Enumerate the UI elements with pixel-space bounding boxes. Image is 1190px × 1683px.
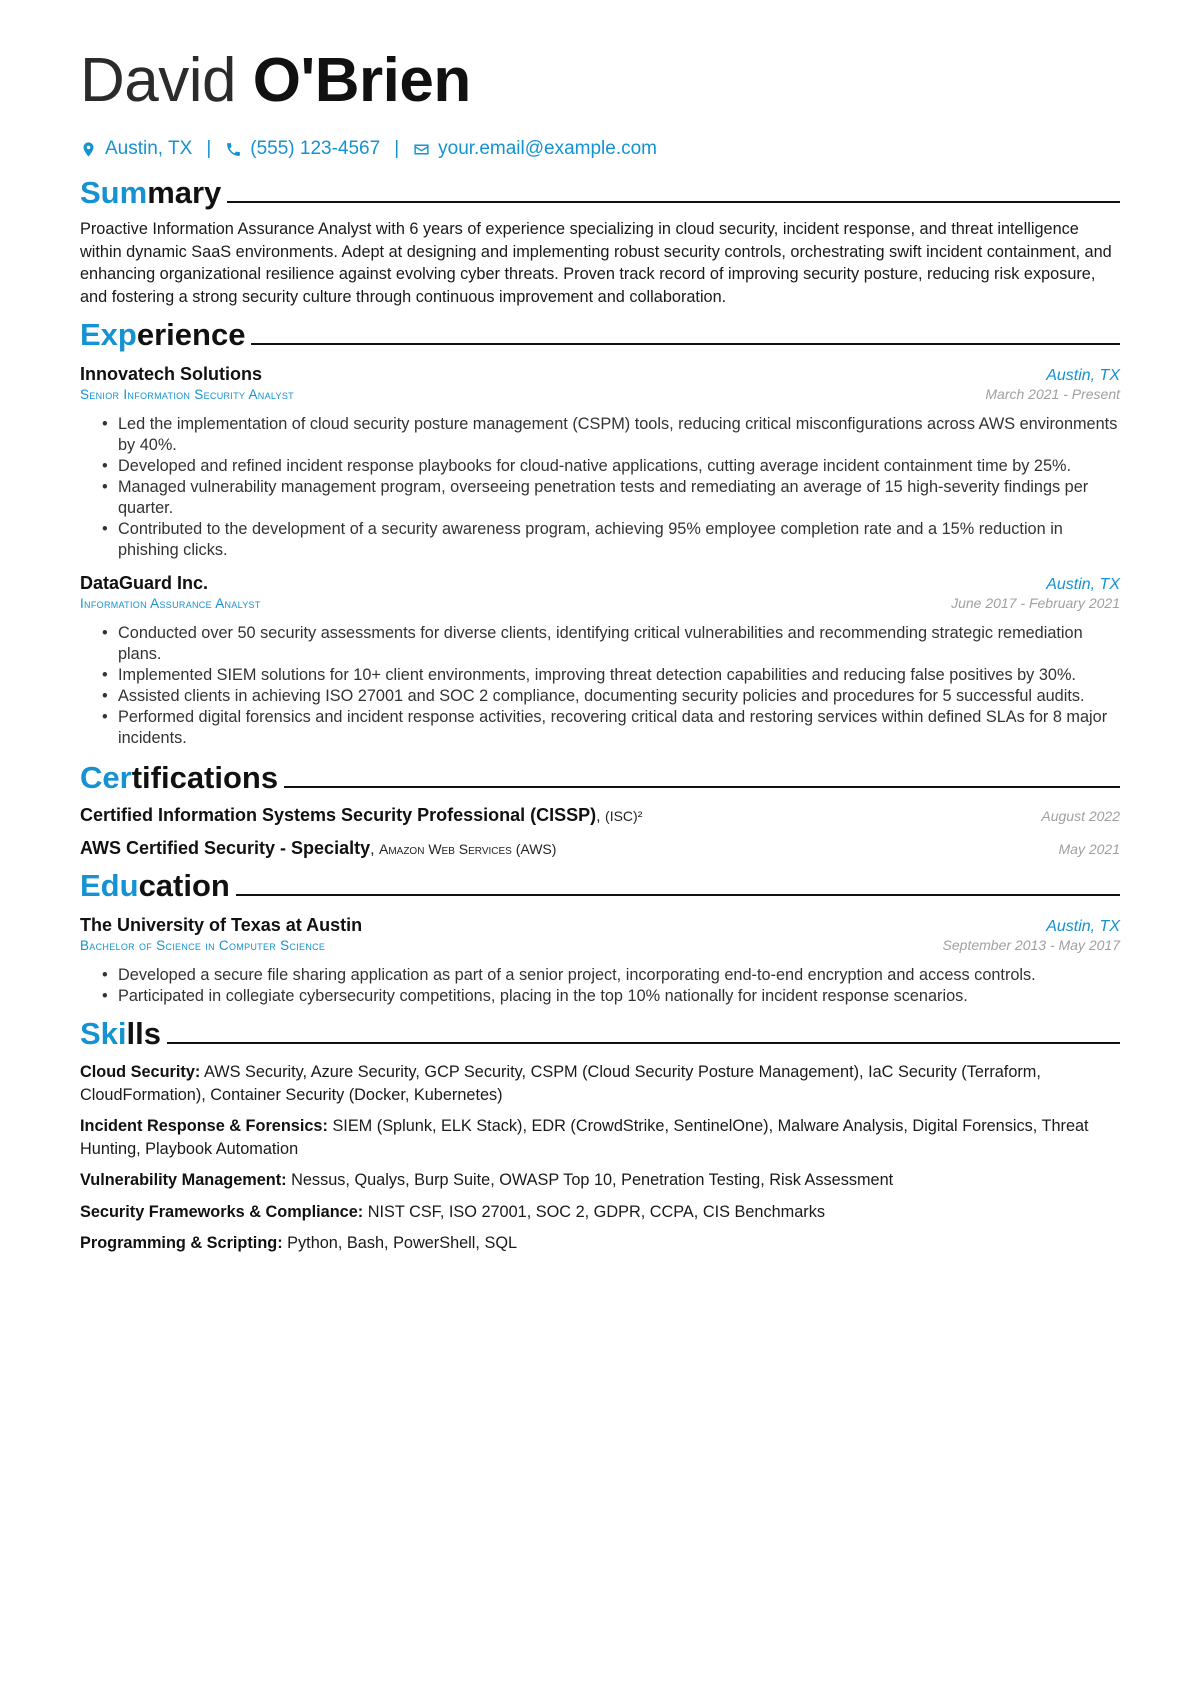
skill-row [80,1232,1120,1255]
certification-item: Certified Information Systems Security Professional (CISSP), (ISC)² August 2022 [80,805,1120,826]
location-text: Austin, TX [105,138,193,159]
list-item: • Participated in collegiate cybersecurity competitions, placing in the top 10% nationally for incident response scenarios. [118,986,1120,1007]
school-name: The University of Texas at Austin [80,915,363,936]
list-item: • Performed digital forensics and incident response activities, recovering critical data and restoring services within defined SLAs for 8 major incidents. [118,707,1120,749]
list-item: • Managed vulnerability management program, overseeing penetration tests and remediating an average of 15 high-severity findings per quarter. [118,477,1120,519]
list-item: • Assisted clients in achieving ISO 27001 and SOC 2 compliance, documenting security policies and procedures for 5 successful audits. [118,686,1120,707]
certifications-heading: Certifications [80,761,1120,795]
company-name: Innovatech Solutions [80,364,263,385]
skill-values: Nessus, Qualys, Burp Suite, OWASP Top 10, Penetration Testing, Risk Assessment [291,1171,894,1190]
list-item: • Conducted over 50 security assessments for diverse clients, identifying critical vulnerabilities and recommending strategic remediation plans. [118,623,1120,665]
skill-values: AWS Security, Azure Security, GCP Security, CSPM (Cloud Security Posture Management), IaC Security (Terraform, CloudFormation), Container Security (Docker, Kubernetes) [80,1063,1041,1104]
list-item: • Developed and refined incident response playbooks for cloud-native applications, cutting average incident containment time by 25%. [118,456,1120,477]
experience-heading: Experience [80,318,1120,352]
skill-values: SIEM (Splunk, ELK Stack), EDR (CrowdStrike, SentinelOne), Malware Analysis, Digital Forensics, Threat Hunting, Playbook Automation [80,1117,1089,1158]
candidate-name [80,46,1120,115]
phone-icon [225,141,242,158]
job-title: Information Assurance Analyst [80,596,261,612]
section-rule [167,1042,1120,1044]
skill-row [80,1201,1120,1224]
first-name: David [80,46,237,115]
job-dates: March 2021 - Present [985,386,1120,403]
skill-category: Vulnerability Management: [80,1171,287,1190]
skill-row [80,1115,1120,1160]
summary-heading: Summary [80,176,1120,210]
skill-row [80,1061,1120,1106]
skill-row [80,1169,1120,1192]
skill-category: Programming & Scripting: [80,1234,283,1253]
email-text: your.email@example.com [438,138,657,159]
section-rule [251,343,1120,345]
job-location: Austin, TX [1046,576,1120,594]
job-title: Senior Information Security Analyst [80,387,294,403]
job-dates: June 2017 - February 2021 [951,595,1120,612]
job-entry [80,573,1120,749]
list-item: • Contributed to the development of a security awareness program, achieving 95% employee completion rate and a 15% reduction in phishing clicks. [118,519,1120,561]
company-name: DataGuard Inc. [80,573,209,594]
section-rule [284,786,1120,788]
certification-name: Certified Information Systems Security Professional (CISSP) [80,805,597,826]
certification-date: May 2021 [1058,841,1120,858]
certification-issuer: (ISC)² [605,808,643,825]
job-bullets [80,623,1120,749]
summary-text: Proactive Information Assurance Analyst with 6 years of experience specializing in cloud security, incident response, and threat intelligence within dynamic SaaS environments. Adept at designing and implementing robust security controls, orchestrating swift incident containment, and enhancing organizational resilience against evolving cyber threats. Proven track record of improving security posture, reducing risk exposure, and fostering a strong security culture through continuous improvement and collaboration. [80,220,1112,306]
phone-text: (555) 123-4567 [250,138,381,159]
section-rule [236,894,1120,896]
skill-values: NIST CSF, ISO 27001, SOC 2, GDPR, CCPA, CIS Benchmarks [367,1202,825,1221]
job-location: Austin, TX [1046,367,1120,385]
skills-heading: Skills [80,1017,1120,1051]
contact-email[interactable] [413,138,657,160]
school-location: Austin, TX [1046,918,1120,936]
contact-separator: | [394,138,400,159]
list-item: • Implemented SIEM solutions for 10+ client environments, improving threat detection capabilities and reducing false positives by 30%. [118,665,1120,686]
location-pin-icon [80,141,97,158]
contact-phone[interactable] [225,138,380,160]
certification-item: AWS Certified Security - Specialty, Amazon Web Services (AWS) May 2021 [80,838,1120,859]
contact-location [80,138,192,160]
education-entry [80,915,1120,1007]
skill-category: Cloud Security: [80,1063,201,1082]
job-bullets [80,414,1120,561]
skill-category: Incident Response & Forensics: [80,1117,328,1136]
education-heading: Education [80,869,1120,903]
degree: Bachelor of Science in Computer Science [80,938,326,954]
envelope-icon [413,141,430,158]
certification-date: August 2022 [1041,808,1120,825]
section-rule [227,201,1120,203]
job-entry [80,364,1120,561]
contact-separator: | [206,138,212,159]
last-name: O'Brien [252,46,471,115]
skill-category: Security Frameworks & Compliance: [80,1202,364,1221]
skill-values: Python, Bash, PowerShell, SQL [287,1234,518,1253]
certification-issuer: Amazon Web Services (AWS) [378,841,557,858]
contact-line [80,138,1120,160]
education-bullets [80,965,1120,1007]
certification-name: AWS Certified Security - Specialty [80,838,371,859]
list-item: • Led the implementation of cloud security posture management (CSPM) tools, reducing critical misconfigurations across AWS environments by 40%. [118,414,1120,456]
education-dates: September 2013 - May 2017 [942,937,1120,954]
list-item: • Developed a secure file sharing application as part of a senior project, incorporating end-to-end encryption and access controls. [118,965,1120,986]
